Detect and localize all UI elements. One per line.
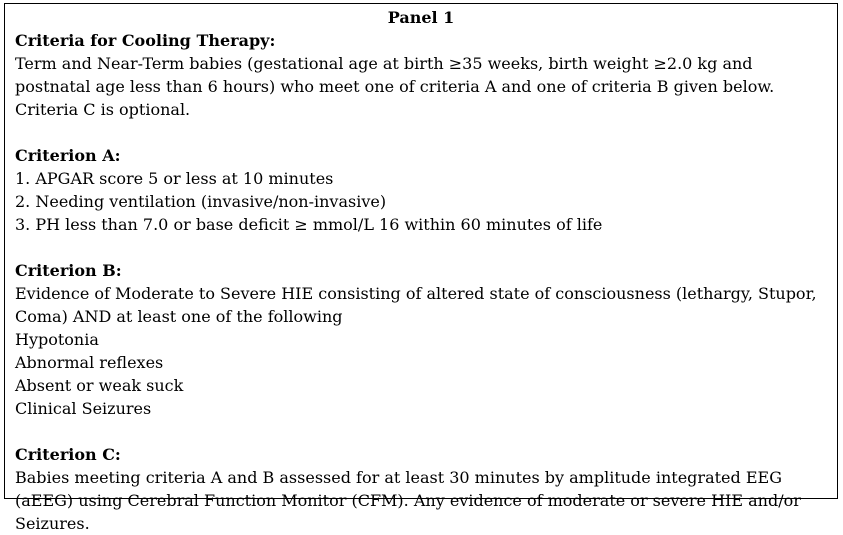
criterion-c-section bbox=[15, 443, 837, 535]
criterion-b-section bbox=[15, 259, 837, 420]
criterion-c-text: Babies meeting criteria A and B assessed for at least 30 minutes by amplitude integrated EEG (aEEG) using Cerebral Function Monitor (CFM). Any evidence of moderate or severe HIE and/or Seizures. bbox=[15, 468, 801, 533]
criterion-a-item: 1. APGAR score 5 or less at 10 minutes bbox=[15, 169, 334, 188]
criterion-a-heading: Criterion A: bbox=[15, 146, 121, 165]
criterion-b-heading: Criterion B: bbox=[15, 261, 122, 280]
criterion-b-item: Hypotonia bbox=[15, 330, 99, 349]
criterion-a-section bbox=[15, 144, 837, 236]
section-spacer bbox=[15, 236, 837, 259]
panel-box bbox=[4, 3, 838, 533]
criterion-a-item: 3. PH less than 7.0 or base deficit ≥ mmol/L 16 within 60 minutes of life bbox=[15, 215, 603, 234]
criterion-b-text: Evidence of Moderate to Severe HIE consisting of altered state of consciousness (lethargy, Stupor, Coma) AND at least one of the following bbox=[15, 284, 817, 326]
criterion-b-item: Clinical Seizures bbox=[15, 399, 152, 418]
section-spacer bbox=[15, 420, 837, 443]
section-spacer bbox=[15, 121, 837, 144]
cooling-criteria-text: Term and Near-Term babies (gestational age at birth ≥35 weeks, birth weight ≥2.0 kg and postnatal age less than 6 hours) who meet one of criteria A and one of criteria B given below. Criteria C is optional. bbox=[15, 54, 775, 119]
panel-title: Panel 1 bbox=[387, 8, 455, 27]
criterion-b-item: Abnormal reflexes bbox=[15, 353, 164, 372]
criterion-c-heading: Criterion C: bbox=[15, 445, 121, 464]
criterion-b-item: Absent or weak suck bbox=[15, 376, 184, 395]
cooling-criteria-heading: Criteria for Cooling Therapy: bbox=[15, 31, 276, 50]
cooling-criteria-section bbox=[15, 29, 837, 121]
criterion-a-item: 2. Needing ventilation (invasive/non-invasive) bbox=[15, 192, 387, 211]
